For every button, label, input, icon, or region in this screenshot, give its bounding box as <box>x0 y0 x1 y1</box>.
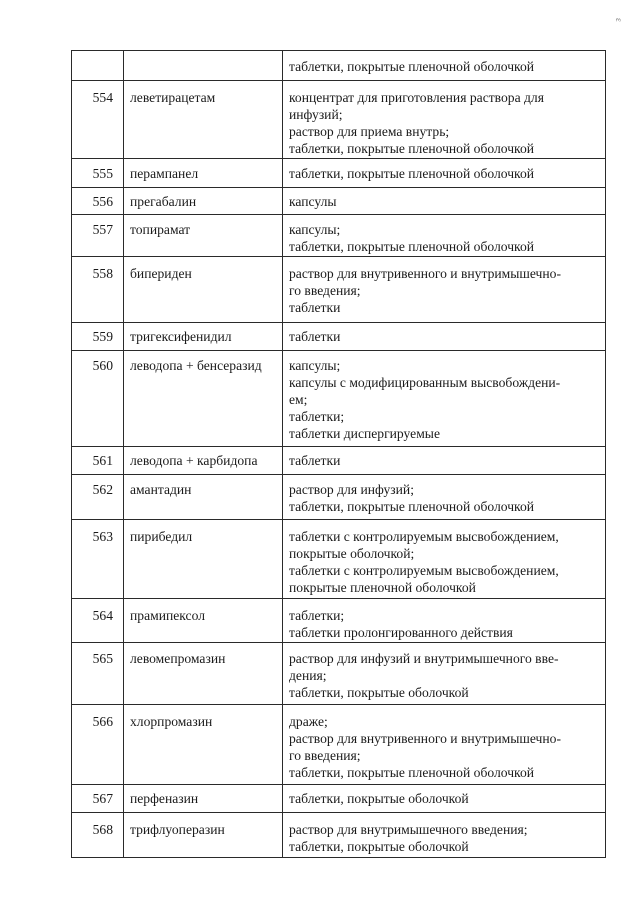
drug-name: перфеназин <box>124 785 283 813</box>
table-row <box>72 520 606 599</box>
dosage-forms <box>283 215 606 257</box>
dosage-form-line: таблетки диспергируемые <box>289 426 440 441</box>
table-row <box>72 351 606 447</box>
dosage-forms <box>283 188 606 215</box>
dosage-forms <box>283 705 606 785</box>
dosage-form-line: таблетки <box>289 329 341 344</box>
dosage-form-line: раствор для инфузий и внутримышечного вве- <box>289 651 559 666</box>
dosage-form-line: таблетки, покрытые пленочной оболочкой <box>289 141 535 156</box>
dosage-form-line: таблетки с контролируемым высвобождением, <box>289 529 559 544</box>
table-row <box>72 188 606 215</box>
dosage-forms <box>283 643 606 705</box>
row-number: 554 <box>72 81 124 159</box>
dosage-form-line: драже; <box>289 714 328 729</box>
dosage-form-line: таблетки <box>289 453 341 468</box>
row-number: 561 <box>72 447 124 475</box>
row-number: 560 <box>72 351 124 447</box>
dosage-form-line: таблетки с контролируемым высвобождением, <box>289 563 559 578</box>
table-row <box>72 813 606 858</box>
table-row <box>72 785 606 813</box>
dosage-form-line: таблетки; <box>289 409 345 424</box>
dosage-form-line: таблетки, покрытые пленочной оболочкой <box>289 765 535 780</box>
table-row <box>72 257 606 323</box>
dosage-form-line: дения; <box>289 668 327 683</box>
table-row <box>72 81 606 159</box>
dosage-forms <box>283 159 606 188</box>
table-row <box>72 705 606 785</box>
dosage-forms <box>283 351 606 447</box>
dosage-form-line: таблетки, покрытые оболочкой <box>289 685 469 700</box>
row-number: 557 <box>72 215 124 257</box>
dosage-form-line: таблетки, покрытые пленочной оболочкой <box>289 239 535 254</box>
dosage-form-line: таблетки пролонгированного действия <box>289 625 513 640</box>
dosage-forms <box>283 475 606 520</box>
page-corner-mark: ε <box>614 18 624 22</box>
dosage-forms <box>283 257 606 323</box>
dosage-form-line: концентрат для приготовления раствора для <box>289 90 544 105</box>
dosage-form-line: инфузий; <box>289 107 343 122</box>
row-number: 568 <box>72 813 124 858</box>
dosage-forms <box>283 520 606 599</box>
table-row <box>72 51 606 81</box>
table-row <box>72 643 606 705</box>
dosage-form-line: капсулы; <box>289 222 341 237</box>
drug-name: амантадин <box>124 475 283 520</box>
dosage-forms <box>283 323 606 351</box>
dosage-form-line: таблетки, покрытые пленочной оболочкой <box>289 59 535 74</box>
dosage-forms <box>283 599 606 643</box>
drug-name: прамипексол <box>124 599 283 643</box>
table-row <box>72 323 606 351</box>
table-row <box>72 215 606 257</box>
dosage-form-line: таблетки, покрытые оболочкой <box>289 839 469 854</box>
dosage-form-line: капсулы <box>289 194 337 209</box>
dosage-form-line: го введения; <box>289 283 361 298</box>
dosage-form-line: раствор для внутримышечного введения; <box>289 822 528 837</box>
dosage-forms <box>283 81 606 159</box>
dosage-form-line: таблетки, покрытые пленочной оболочкой <box>289 499 535 514</box>
dosage-form-line: ем; <box>289 392 308 407</box>
dosage-form-line: покрытые оболочкой; <box>289 546 415 561</box>
row-number: 555 <box>72 159 124 188</box>
row-number: 566 <box>72 705 124 785</box>
drug-name: левомепромазин <box>124 643 283 705</box>
table-row <box>72 475 606 520</box>
drug-name: перампанел <box>124 159 283 188</box>
drug-list-table <box>71 50 606 858</box>
drug-name: топирамат <box>124 215 283 257</box>
dosage-form-line: раствор для приема внутрь; <box>289 124 450 139</box>
dosage-form-line: капсулы; <box>289 358 341 373</box>
row-number: 567 <box>72 785 124 813</box>
row-number: 556 <box>72 188 124 215</box>
row-number: 558 <box>72 257 124 323</box>
dosage-form-line: таблетки; <box>289 608 345 623</box>
table-row <box>72 159 606 188</box>
drug-name: тригексифенидил <box>124 323 283 351</box>
drug-name: бипериден <box>124 257 283 323</box>
row-number: 562 <box>72 475 124 520</box>
dosage-forms <box>283 51 606 81</box>
dosage-forms <box>283 785 606 813</box>
drug-name: трифлуоперазин <box>124 813 283 858</box>
row-number: 563 <box>72 520 124 599</box>
dosage-form-line: раствор для внутривенного и внутримышечно- <box>289 731 561 746</box>
drug-name: прегабалин <box>124 188 283 215</box>
drug-name: пирибедил <box>124 520 283 599</box>
dosage-form-line: раствор для внутривенного и внутримышечно- <box>289 266 561 281</box>
dosage-forms <box>283 447 606 475</box>
row-number: 565 <box>72 643 124 705</box>
table-row <box>72 447 606 475</box>
drug-name: хлорпромазин <box>124 705 283 785</box>
row-number: 564 <box>72 599 124 643</box>
drug-name: леводопа + бенсеразид <box>124 351 283 447</box>
dosage-form-line: капсулы с модифицированным высвобождени- <box>289 375 561 390</box>
dosage-form-line: раствор для инфузий; <box>289 482 414 497</box>
drug-name: леводопа + карбидопа <box>124 447 283 475</box>
drug-name: леветирацетам <box>124 81 283 159</box>
row-number: 559 <box>72 323 124 351</box>
dosage-form-line: покрытые пленочной оболочкой <box>289 580 476 595</box>
dosage-form-line: таблетки, покрытые оболочкой <box>289 791 469 806</box>
dosage-form-line: го введения; <box>289 748 361 763</box>
dosage-forms <box>283 813 606 858</box>
dosage-form-line: таблетки, покрытые пленочной оболочкой <box>289 166 535 181</box>
table-body <box>72 51 606 858</box>
row-number <box>72 51 124 81</box>
dosage-form-line: таблетки <box>289 300 341 315</box>
drug-name <box>124 51 283 81</box>
table-row <box>72 599 606 643</box>
